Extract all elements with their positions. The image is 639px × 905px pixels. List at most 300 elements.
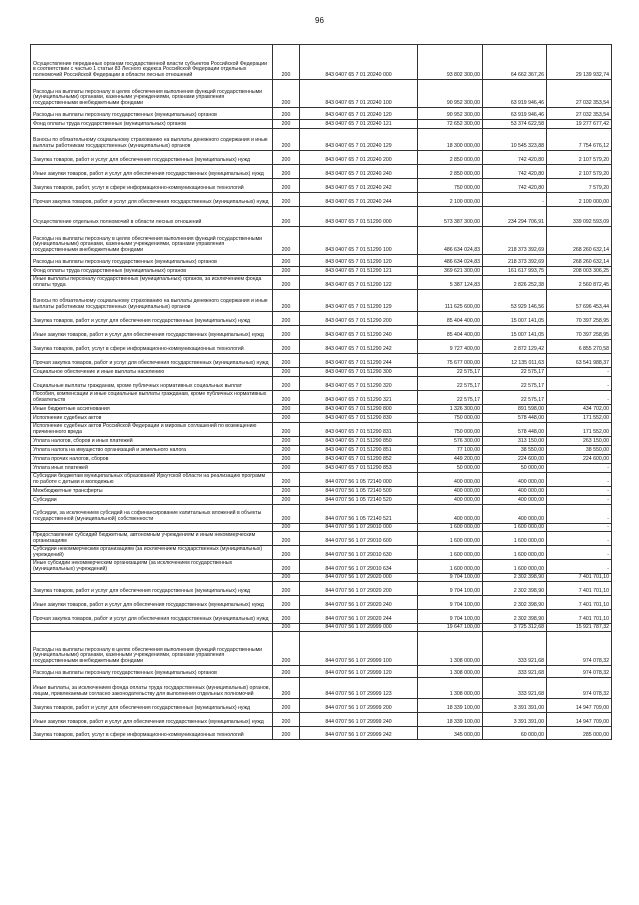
table-row (31, 464, 612, 473)
table-row (31, 290, 612, 312)
cell-expense-name: Социальное обеспечение и иные выплаты населению (31, 368, 273, 377)
cell-approved-amount: 1 600 000,00 (418, 560, 483, 574)
cell-executed-amount: 2 302 398,90 (483, 582, 547, 596)
cell-executed-amount: 60 000,00 (483, 727, 547, 740)
cell-budget-code: 843 0407 65 7 01 20240 100 (300, 80, 418, 108)
cell-executed-amount: 1 600 000,00 (483, 546, 547, 560)
cell-unexecuted-amount: 224 600,00 (547, 455, 612, 464)
cell-expense-name: Уплата иных платежей (31, 464, 273, 473)
cell-budget-code: 844 0707 56 1 07 29020 200 (300, 582, 418, 596)
table-row (31, 678, 612, 699)
cell-approved-amount: 1 308 000,00 (418, 632, 483, 666)
cell-line-code: 200 (273, 340, 300, 354)
cell-executed-amount: 50 000,00 (483, 464, 547, 473)
table-row (31, 414, 612, 423)
cell-unexecuted-amount: - (547, 496, 612, 505)
cell-executed-amount: 161 617 993,75 (483, 267, 547, 276)
cell-unexecuted-amount: - (547, 532, 612, 546)
budget-execution-table (30, 44, 612, 740)
cell-approved-amount: 345 000,00 (418, 727, 483, 740)
table-row (31, 446, 612, 455)
cell-unexecuted-amount: 7 401 701,10 (547, 596, 612, 610)
cell-budget-code: 844 0707 56 1 07 29999 200 (300, 699, 418, 713)
cell-unexecuted-amount: 268 260 632,14 (547, 255, 612, 267)
cell-unexecuted-amount: 14 947 709,00 (547, 699, 612, 713)
cell-executed-amount: 2 302 398,90 (483, 596, 547, 610)
cell-budget-code: 843 0407 65 7 01 51290 830 (300, 414, 418, 423)
cell-approved-amount: 9 704 100,00 (418, 574, 483, 582)
table-row (31, 437, 612, 446)
cell-executed-amount: 578 448,00 (483, 423, 547, 437)
cell-expense-name: Субсидии некоммерческим организациям (за исключением государственных (муниципальных) учреждений) (31, 546, 273, 560)
cell-executed-amount: - (483, 193, 547, 207)
cell-executed-amount: 3 391 391,00 (483, 713, 547, 727)
cell-unexecuted-amount: 57 696 453,44 (547, 290, 612, 312)
cell-budget-code: 843 0407 65 7 01 20240 000 (300, 45, 418, 80)
cell-line-code: 200 (273, 574, 300, 582)
cell-executed-amount: 3 391 391,00 (483, 699, 547, 713)
cell-budget-code: 843 0407 65 7 01 51290 300 (300, 368, 418, 377)
cell-executed-amount: 1 600 000,00 (483, 524, 547, 532)
cell-budget-code: 844 0707 56 1 07 29010 600 (300, 532, 418, 546)
cell-line-code: 200 (273, 129, 300, 151)
table-row (31, 699, 612, 713)
cell-budget-code: 843 0407 65 7 01 51290 240 (300, 326, 418, 340)
cell-line-code: 200 (273, 267, 300, 276)
cell-approved-amount: 1 308 000,00 (418, 666, 483, 678)
cell-unexecuted-amount: - (547, 464, 612, 473)
cell-line-code: 200 (273, 473, 300, 487)
cell-executed-amount: 1 600 000,00 (483, 532, 547, 546)
cell-line-code: 200 (273, 255, 300, 267)
cell-expense-name: Взносы по обязательному социальному страхованию на выплаты денежного содержания и иные выплаты работникам государственных (муниципальных) органов (31, 129, 273, 151)
cell-budget-code: 843 0407 65 7 01 51290 120 (300, 255, 418, 267)
table-row (31, 391, 612, 405)
table-row (31, 487, 612, 496)
cell-unexecuted-amount: 6 855 270,58 (547, 340, 612, 354)
cell-executed-amount: 22 575,17 (483, 377, 547, 391)
cell-executed-amount: 742 420,80 (483, 179, 547, 193)
cell-unexecuted-amount: 263 150,00 (547, 437, 612, 446)
cell-budget-code: 843 0407 65 7 01 51290 129 (300, 290, 418, 312)
cell-expense-name: Закупка товаров, работ и услуг для обеспечения государственных (муниципальных) нужд (31, 582, 273, 596)
cell-approved-amount: 2 850 000,00 (418, 151, 483, 165)
cell-unexecuted-amount: 19 277 677,42 (547, 120, 612, 129)
cell-approved-amount: 18 300 000,00 (418, 129, 483, 151)
cell-executed-amount: 64 662 367,26 (483, 45, 547, 80)
cell-line-code: 200 (273, 727, 300, 740)
cell-unexecuted-amount: 15 921 787,32 (547, 624, 612, 632)
cell-line-code: 200 (273, 546, 300, 560)
cell-line-code: 200 (273, 487, 300, 496)
table-row (31, 582, 612, 596)
cell-approved-amount: 1 326 300,00 (418, 405, 483, 414)
cell-executed-amount: 2 302 398,90 (483, 574, 547, 582)
cell-unexecuted-amount: 7 401 701,10 (547, 582, 612, 596)
cell-budget-code: 843 0407 65 7 01 20240 129 (300, 129, 418, 151)
cell-executed-amount: 224 600,00 (483, 455, 547, 464)
cell-unexecuted-amount: 434 702,00 (547, 405, 612, 414)
cell-executed-amount: 63 919 946,46 (483, 80, 547, 108)
table-row (31, 129, 612, 151)
cell-executed-amount: 2 872 129,42 (483, 340, 547, 354)
cell-line-code: 200 (273, 377, 300, 391)
cell-line-code: 200 (273, 423, 300, 437)
table-row (31, 405, 612, 414)
cell-executed-amount: 400 000,00 (483, 496, 547, 505)
cell-budget-code: 844 0707 56 1 07 29999 100 (300, 632, 418, 666)
cell-unexecuted-amount: 2 107 579,20 (547, 151, 612, 165)
cell-approved-amount: 9 704 100,00 (418, 610, 483, 624)
table-row (31, 377, 612, 391)
cell-budget-code: 843 0407 65 7 01 51290 850 (300, 437, 418, 446)
cell-approved-amount: 1 600 000,00 (418, 524, 483, 532)
cell-budget-code: 843 0407 65 7 01 51290 853 (300, 464, 418, 473)
cell-unexecuted-amount: 27 032 353,54 (547, 108, 612, 120)
cell-budget-code: 843 0407 65 7 01 20240 244 (300, 193, 418, 207)
cell-expense-name: Предоставление субсидий бюджетным, автономным учреждениям и иным некоммерческим организациям (31, 532, 273, 546)
cell-budget-code: 843 0407 65 7 01 20240 200 (300, 151, 418, 165)
table-row (31, 165, 612, 179)
cell-unexecuted-amount: - (547, 391, 612, 405)
cell-unexecuted-amount: - (547, 560, 612, 574)
cell-approved-amount: 72 652 300,00 (418, 120, 483, 129)
table-row (31, 624, 612, 632)
cell-expense-name: Иные закупки товаров, работ и услуг для обеспечения государственных (муниципальных) нужд (31, 596, 273, 610)
cell-unexecuted-amount: 974 078,32 (547, 678, 612, 699)
table-row (31, 496, 612, 505)
cell-approved-amount: 9 704 100,00 (418, 582, 483, 596)
cell-line-code: 200 (273, 414, 300, 423)
cell-line-code: 200 (273, 610, 300, 624)
cell-approved-amount: 77 100,00 (418, 446, 483, 455)
cell-executed-amount: 3 725 312,68 (483, 624, 547, 632)
cell-expense-name: Расходы на выплаты персоналу в целях обеспечения выполнения функций государственными (муниципальными) органами, казенными учреждениями, органами управления государственными внебюджетными фондами (31, 80, 273, 108)
cell-budget-code: 844 0707 56 1 05 72140 000 (300, 473, 418, 487)
cell-expense-name: Расходы на выплаты персоналу в целях обеспечения выполнения функций государственными (муниципальными) органами, казенными учреждениями, органами управления государственными внебюджетными фондами (31, 632, 273, 666)
table-row (31, 596, 612, 610)
table-row (31, 267, 612, 276)
cell-expense-name: Пособия, компенсации и иные социальные выплаты гражданам, кроме публичных нормативных обязательств (31, 391, 273, 405)
cell-budget-code: 843 0407 65 7 01 20240 120 (300, 108, 418, 120)
cell-budget-code: 843 0407 65 7 01 51290 244 (300, 354, 418, 368)
cell-approved-amount: 5 387 124,83 (418, 276, 483, 290)
cell-line-code: 200 (273, 80, 300, 108)
cell-executed-amount: 2 826 252,38 (483, 276, 547, 290)
cell-approved-amount: 19 647 100,00 (418, 624, 483, 632)
cell-line-code: 200 (273, 276, 300, 290)
cell-line-code: 200 (273, 368, 300, 377)
cell-line-code: 200 (273, 179, 300, 193)
cell-executed-amount: 400 000,00 (483, 473, 547, 487)
cell-line-code: 200 (273, 699, 300, 713)
cell-approved-amount: 486 634 024,83 (418, 255, 483, 267)
table-body (31, 45, 612, 740)
cell-unexecuted-amount: - (547, 377, 612, 391)
cell-expense-name: Закупка товаров, работ, услуг в сфере информационно-коммуникационных технологий (31, 340, 273, 354)
cell-expense-name (31, 524, 273, 532)
cell-executed-amount: 218 373 392,69 (483, 255, 547, 267)
cell-executed-amount: 2 302 398,90 (483, 610, 547, 624)
cell-unexecuted-amount: 285 000,00 (547, 727, 612, 740)
cell-line-code: 200 (273, 151, 300, 165)
cell-unexecuted-amount: - (547, 487, 612, 496)
cell-expense-name: Уплата прочих налогов, сборов (31, 455, 273, 464)
table-row (31, 610, 612, 624)
table-row (31, 532, 612, 546)
cell-expense-name: Прочая закупка товаров, работ и услуг для обеспечения государственных (муниципальных) нужд (31, 610, 273, 624)
cell-budget-code: 843 0407 65 7 01 51290 000 (300, 207, 418, 227)
cell-line-code: 200 (273, 354, 300, 368)
cell-unexecuted-amount: - (547, 524, 612, 532)
cell-budget-code: 844 0707 56 1 07 29020 000 (300, 574, 418, 582)
cell-expense-name: Иные бюджетные ассигнования (31, 405, 273, 414)
cell-line-code: 200 (273, 437, 300, 446)
cell-approved-amount: 22 575,17 (418, 377, 483, 391)
cell-budget-code: 843 0407 65 7 01 20240 121 (300, 120, 418, 129)
cell-executed-amount: 15 007 141,05 (483, 312, 547, 326)
cell-line-code: 200 (273, 290, 300, 312)
cell-unexecuted-amount: 268 260 632,14 (547, 227, 612, 255)
cell-expense-name: Взносы по обязательному социальному страхованию на выплаты денежного содержания и иные выплаты работникам государственных (муниципальных) органов (31, 290, 273, 312)
cell-expense-name: Закупка товаров, работ и услуг для обеспечения государственных (муниципальных) нужд (31, 312, 273, 326)
table-row (31, 473, 612, 487)
cell-line-code: 200 (273, 596, 300, 610)
table-row (31, 455, 612, 464)
cell-line-code: 200 (273, 227, 300, 255)
cell-budget-code: 844 0707 56 1 07 29010 634 (300, 560, 418, 574)
cell-budget-code: 844 0707 56 1 07 29010 630 (300, 546, 418, 560)
cell-line-code: 200 (273, 496, 300, 505)
table-row (31, 312, 612, 326)
cell-expense-name: Исполнение судебных актов (31, 414, 273, 423)
cell-approved-amount: 18 339 100,00 (418, 699, 483, 713)
cell-unexecuted-amount: 974 078,32 (547, 666, 612, 678)
cell-line-code: 200 (273, 312, 300, 326)
cell-approved-amount: 369 621 300,00 (418, 267, 483, 276)
cell-budget-code: 843 0407 65 7 01 51290 800 (300, 405, 418, 414)
table-row (31, 524, 612, 532)
cell-line-code: 200 (273, 120, 300, 129)
cell-budget-code: 844 0707 56 1 05 72140 521 (300, 505, 418, 524)
cell-approved-amount: 9 704 100,00 (418, 596, 483, 610)
cell-budget-code: 844 0707 56 1 07 29999 240 (300, 713, 418, 727)
cell-unexecuted-amount: 7 401 701,10 (547, 574, 612, 582)
cell-budget-code: 843 0407 65 7 01 51290 121 (300, 267, 418, 276)
cell-executed-amount: 218 373 392,69 (483, 227, 547, 255)
cell-unexecuted-amount: 2 560 872,45 (547, 276, 612, 290)
cell-line-code: 200 (273, 532, 300, 546)
table-row (31, 727, 612, 740)
cell-budget-code: 843 0407 65 7 01 51290 242 (300, 340, 418, 354)
cell-expense-name: Закупка товаров, работ, услуг в сфере информационно-коммуникационных технологий (31, 179, 273, 193)
cell-unexecuted-amount: 171 552,00 (547, 423, 612, 437)
cell-approved-amount: 1 308 000,00 (418, 678, 483, 699)
cell-budget-code: 844 0707 56 1 07 29020 244 (300, 610, 418, 624)
cell-approved-amount: 75 677 000,00 (418, 354, 483, 368)
cell-approved-amount: 50 000,00 (418, 464, 483, 473)
cell-executed-amount: 313 150,00 (483, 437, 547, 446)
cell-expense-name: Социальные выплаты гражданам, кроме публичных нормативных социальных выплат (31, 377, 273, 391)
cell-expense-name: Иные закупки товаров, работ и услуг для обеспечения государственных (муниципальных) нужд (31, 165, 273, 179)
cell-unexecuted-amount: 208 003 306,25 (547, 267, 612, 276)
cell-expense-name: Иные субсидии некоммерческим организациям (за исключением государственных (муниципальных) учреждений) (31, 560, 273, 574)
cell-line-code: 200 (273, 624, 300, 632)
cell-budget-code: 844 0707 56 1 07 29010 000 (300, 524, 418, 532)
cell-line-code: 200 (273, 678, 300, 699)
cell-expense-name: Иные выплаты персоналу государственных (муниципальных) органов, за исключением фонда оплаты труда (31, 276, 273, 290)
table-row (31, 276, 612, 290)
cell-line-code: 200 (273, 165, 300, 179)
cell-executed-amount: 742 420,80 (483, 151, 547, 165)
table-row (31, 326, 612, 340)
table-row (31, 368, 612, 377)
cell-expense-name: Расходы на выплаты персоналу государственных (муниципальных) органов (31, 255, 273, 267)
cell-executed-amount: 400 000,00 (483, 505, 547, 524)
cell-line-code: 200 (273, 45, 300, 80)
cell-line-code: 200 (273, 193, 300, 207)
cell-executed-amount: 333 921,68 (483, 678, 547, 699)
cell-unexecuted-amount: 29 139 932,74 (547, 45, 612, 80)
cell-line-code: 200 (273, 464, 300, 473)
cell-unexecuted-amount: - (547, 505, 612, 524)
cell-approved-amount: 90 952 300,00 (418, 80, 483, 108)
cell-expense-name: Фонд оплаты труда государственных (муниципальных) органов (31, 120, 273, 129)
cell-approved-amount: 85 404 400,00 (418, 326, 483, 340)
cell-line-code: 200 (273, 560, 300, 574)
cell-approved-amount: 750 000,00 (418, 423, 483, 437)
cell-approved-amount: 750 000,00 (418, 179, 483, 193)
cell-unexecuted-amount: 339 092 593,09 (547, 207, 612, 227)
cell-unexecuted-amount: - (547, 546, 612, 560)
cell-line-code: 200 (273, 446, 300, 455)
cell-unexecuted-amount: 7 579,20 (547, 179, 612, 193)
cell-line-code: 200 (273, 326, 300, 340)
cell-budget-code: 844 0707 56 1 07 29999 120 (300, 666, 418, 678)
cell-executed-amount: 15 007 141,05 (483, 326, 547, 340)
cell-line-code: 200 (273, 632, 300, 666)
cell-approved-amount: 400 000,00 (418, 496, 483, 505)
cell-unexecuted-amount: - (547, 368, 612, 377)
cell-budget-code: 844 0707 56 1 05 72140 520 (300, 496, 418, 505)
cell-expense-name: Расходы на выплаты персоналу государственных (муниципальных) органов (31, 666, 273, 678)
cell-approved-amount: 1 600 000,00 (418, 546, 483, 560)
cell-executed-amount: 53 929 146,56 (483, 290, 547, 312)
cell-executed-amount: 22 575,17 (483, 391, 547, 405)
table-row (31, 354, 612, 368)
cell-budget-code: 843 0407 65 7 01 51290 200 (300, 312, 418, 326)
cell-expense-name: Исполнение судебных актов Российской Федерации и мировых соглашений по возмещению причиненного вреда (31, 423, 273, 437)
cell-executed-amount: 891 598,00 (483, 405, 547, 414)
cell-expense-name: Уплата налога на имущество организаций и земельного налога (31, 446, 273, 455)
cell-line-code: 200 (273, 524, 300, 532)
table-row (31, 227, 612, 255)
cell-executed-amount: 400 000,00 (483, 487, 547, 496)
cell-expense-name: Осуществление переданных органам государственной власти субъектов Российской Федерации в соответствии с частью 1 статьи 83 Лесного кодекса Российской Федерации отдельных полномочий Российской Федерации в области лесных отношений (31, 45, 273, 80)
cell-approved-amount: 573 387 300,00 (418, 207, 483, 227)
cell-budget-code: 844 0707 56 1 05 72140 500 (300, 487, 418, 496)
cell-budget-code: 844 0707 56 1 07 29999 123 (300, 678, 418, 699)
cell-approved-amount: 9 727 400,00 (418, 340, 483, 354)
table-row (31, 560, 612, 574)
cell-unexecuted-amount: 14 947 709,00 (547, 713, 612, 727)
cell-expense-name: Субсидии, за исключением субсидий на софинансирование капитальных вложений в объекты государственной (муниципальной) собственности (31, 505, 273, 524)
cell-approved-amount: 2 100 000,00 (418, 193, 483, 207)
table-row (31, 666, 612, 678)
cell-approved-amount: 449 200,00 (418, 455, 483, 464)
table-row (31, 80, 612, 108)
cell-executed-amount: 10 545 323,88 (483, 129, 547, 151)
cell-expense-name: Осуществление отдельных полномочий в области лесных отношений (31, 207, 273, 227)
cell-expense-name: Уплата налогов, сборов и иных платежей (31, 437, 273, 446)
table-row (31, 505, 612, 524)
table-row (31, 632, 612, 666)
cell-unexecuted-amount: 70 397 258,95 (547, 326, 612, 340)
cell-unexecuted-amount: 7 401 701,10 (547, 610, 612, 624)
table-row (31, 45, 612, 80)
cell-executed-amount: 742 420,80 (483, 165, 547, 179)
cell-executed-amount: 22 575,17 (483, 368, 547, 377)
cell-unexecuted-amount: - (547, 473, 612, 487)
table-row (31, 108, 612, 120)
cell-unexecuted-amount: 2 100 000,00 (547, 193, 612, 207)
cell-budget-code: 843 0407 65 7 01 51290 100 (300, 227, 418, 255)
cell-expense-name: Фонд оплаты труда государственных (муниципальных) органов (31, 267, 273, 276)
cell-line-code: 200 (273, 207, 300, 227)
table-row (31, 151, 612, 165)
cell-budget-code: 843 0407 65 7 01 51290 122 (300, 276, 418, 290)
cell-budget-code: 843 0407 65 7 01 51290 320 (300, 377, 418, 391)
table-row (31, 574, 612, 582)
cell-expense-name: Субсидии бюджетам муниципальных образований Иркутской области на реализацию программ по работе с детьми и молодежью (31, 473, 273, 487)
cell-expense-name (31, 624, 273, 632)
cell-line-code: 200 (273, 666, 300, 678)
cell-line-code: 200 (273, 713, 300, 727)
cell-approved-amount: 400 000,00 (418, 487, 483, 496)
cell-executed-amount: 234 294 706,91 (483, 207, 547, 227)
cell-unexecuted-amount: 38 550,00 (547, 446, 612, 455)
cell-approved-amount: 750 000,00 (418, 414, 483, 423)
cell-approved-amount: 111 625 600,00 (418, 290, 483, 312)
cell-expense-name: Прочая закупка товаров, работ и услуг для обеспечения государственных (муниципальных) нужд (31, 193, 273, 207)
cell-approved-amount: 22 575,17 (418, 391, 483, 405)
cell-unexecuted-amount: 27 032 353,54 (547, 80, 612, 108)
cell-unexecuted-amount: 70 397 258,95 (547, 312, 612, 326)
table-row (31, 255, 612, 267)
cell-unexecuted-amount: 2 107 579,20 (547, 165, 612, 179)
cell-line-code: 200 (273, 505, 300, 524)
table-row (31, 713, 612, 727)
cell-executed-amount: 333 921,68 (483, 666, 547, 678)
cell-budget-code: 844 0707 56 1 07 29020 240 (300, 596, 418, 610)
table-row (31, 546, 612, 560)
cell-approved-amount: 400 000,00 (418, 505, 483, 524)
cell-unexecuted-amount: 7 754 676,12 (547, 129, 612, 151)
cell-budget-code: 844 0707 56 1 07 29999 242 (300, 727, 418, 740)
cell-approved-amount: 85 404 400,00 (418, 312, 483, 326)
cell-executed-amount: 12 135 011,63 (483, 354, 547, 368)
cell-line-code: 200 (273, 455, 300, 464)
cell-executed-amount: 1 600 000,00 (483, 560, 547, 574)
cell-expense-name: Субсидии (31, 496, 273, 505)
cell-line-code: 200 (273, 582, 300, 596)
cell-approved-amount: 2 850 000,00 (418, 165, 483, 179)
cell-unexecuted-amount: 63 541 988,37 (547, 354, 612, 368)
cell-expense-name (31, 574, 273, 582)
cell-approved-amount: 18 339 100,00 (418, 713, 483, 727)
cell-expense-name: Иные закупки товаров, работ и услуг для обеспечения государственных (муниципальных) нужд (31, 713, 273, 727)
table-row (31, 193, 612, 207)
